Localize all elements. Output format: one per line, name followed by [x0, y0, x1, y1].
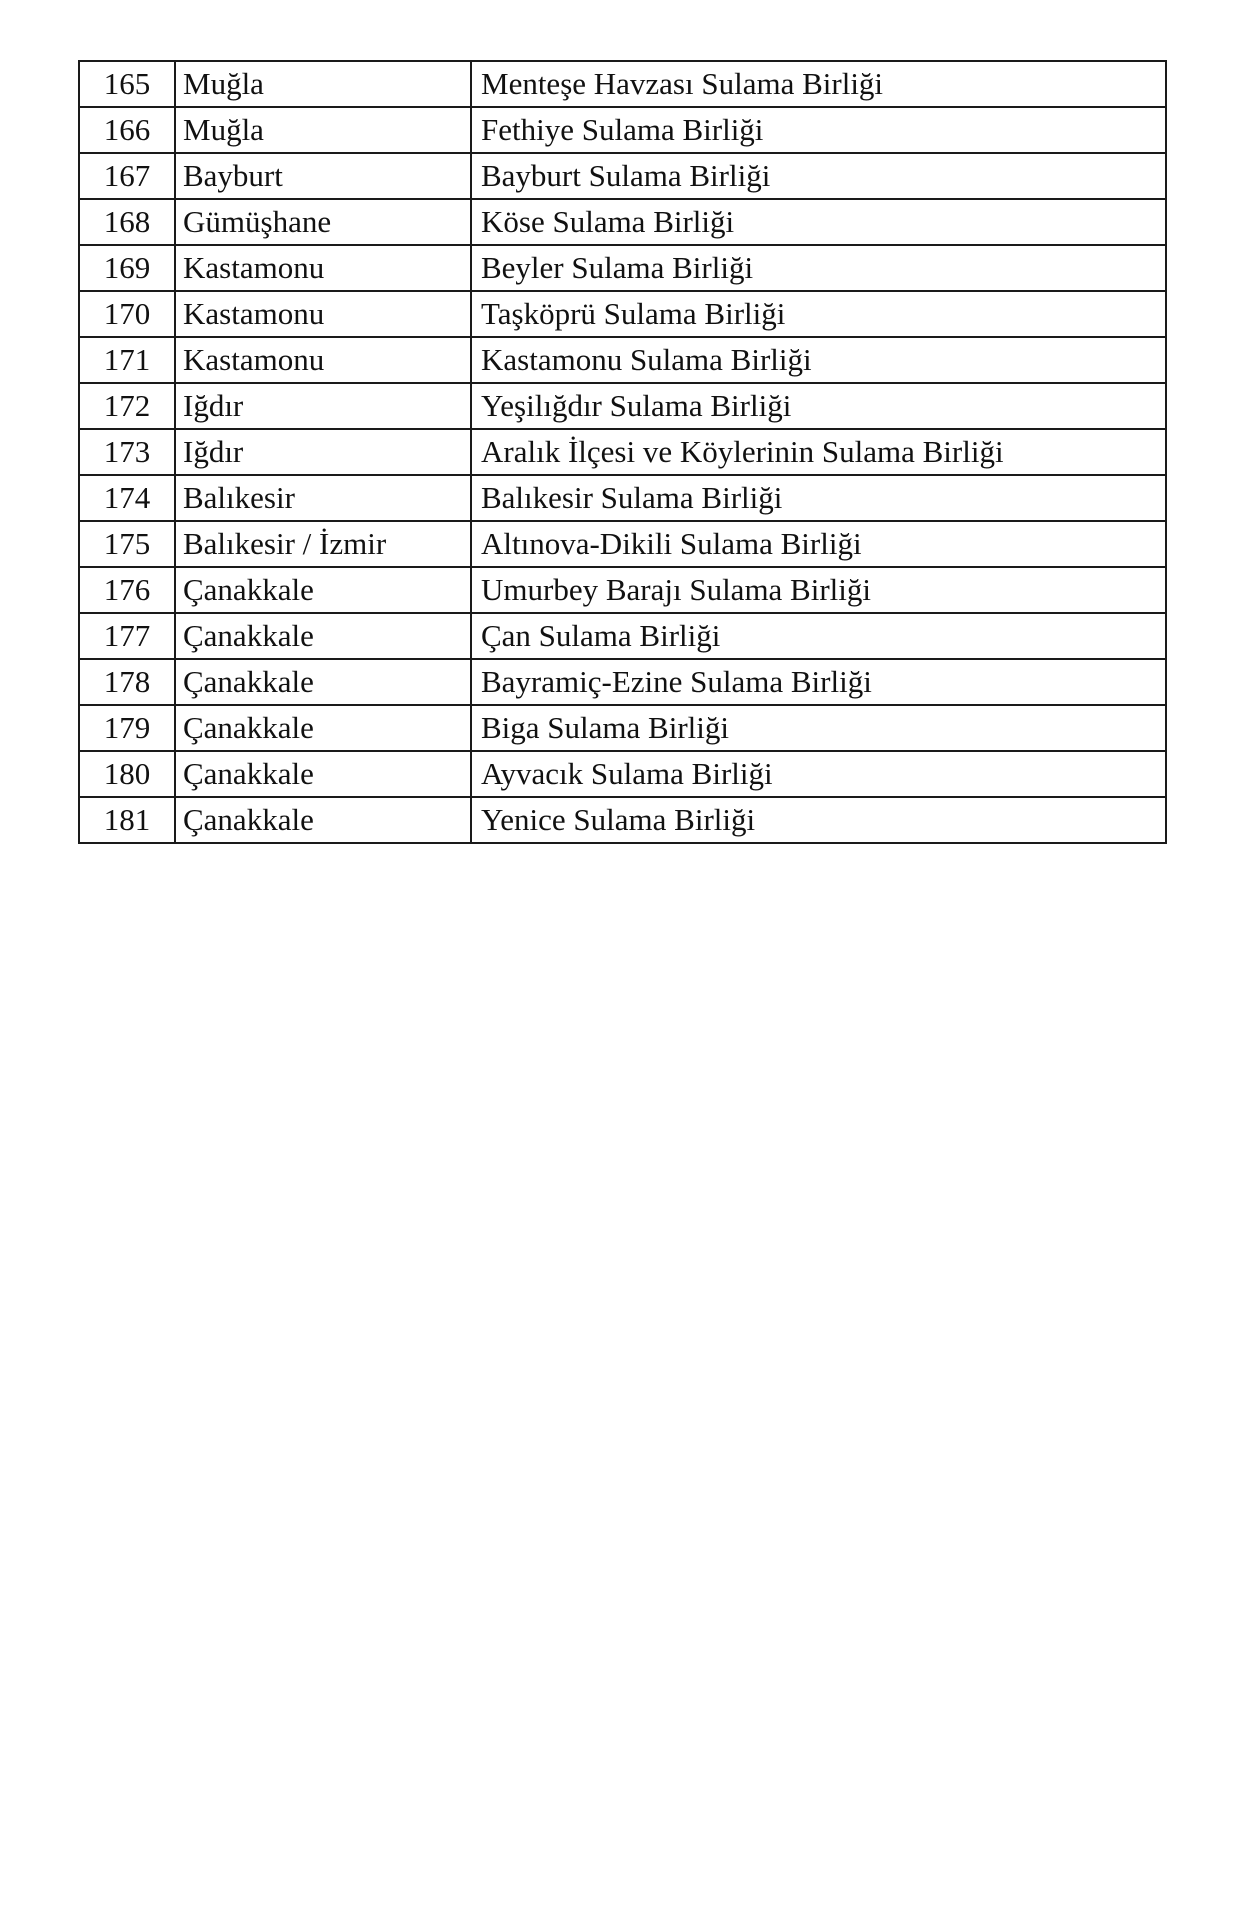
province-cell: Çanakkale: [175, 797, 471, 843]
table-body: [79, 61, 1166, 843]
province-cell: Çanakkale: [175, 567, 471, 613]
row-number-cell: 181: [79, 797, 175, 843]
row-number-cell: 168: [79, 199, 175, 245]
table-row: [79, 383, 1166, 429]
row-number-cell: 174: [79, 475, 175, 521]
province-cell: Iğdır: [175, 383, 471, 429]
province-cell: Iğdır: [175, 429, 471, 475]
row-number-cell: 178: [79, 659, 175, 705]
table-row: [79, 613, 1166, 659]
union-name-cell: Ayvacık Sulama Birliği: [471, 751, 1166, 797]
table-row: [79, 567, 1166, 613]
row-number-cell: 176: [79, 567, 175, 613]
row-number-cell: 165: [79, 61, 175, 107]
table-row: [79, 61, 1166, 107]
province-cell: Balıkesir / İzmir: [175, 521, 471, 567]
union-name-cell: Köse Sulama Birliği: [471, 199, 1166, 245]
union-name-cell: Altınova-Dikili Sulama Birliği: [471, 521, 1166, 567]
row-number-cell: 166: [79, 107, 175, 153]
province-cell: Gümüşhane: [175, 199, 471, 245]
table-row: [79, 107, 1166, 153]
province-cell: Kastamonu: [175, 245, 471, 291]
table-row: [79, 475, 1166, 521]
table-row: [79, 705, 1166, 751]
union-name-cell: Çan Sulama Birliği: [471, 613, 1166, 659]
province-cell: Bayburt: [175, 153, 471, 199]
union-name-cell: Balıkesir Sulama Birliği: [471, 475, 1166, 521]
row-number-cell: 169: [79, 245, 175, 291]
union-name-cell: Taşköprü Sulama Birliği: [471, 291, 1166, 337]
province-cell: Çanakkale: [175, 659, 471, 705]
province-cell: Balıkesir: [175, 475, 471, 521]
table-row: [79, 659, 1166, 705]
table-row: [79, 751, 1166, 797]
table-row: [79, 429, 1166, 475]
province-cell: Çanakkale: [175, 613, 471, 659]
province-cell: Muğla: [175, 61, 471, 107]
province-cell: Muğla: [175, 107, 471, 153]
union-name-cell: Yeşilığdır Sulama Birliği: [471, 383, 1166, 429]
table-row: [79, 291, 1166, 337]
table-row: [79, 153, 1166, 199]
row-number-cell: 173: [79, 429, 175, 475]
table-row: [79, 199, 1166, 245]
union-name-cell: Menteşe Havzası Sulama Birliği: [471, 61, 1166, 107]
table-row: [79, 337, 1166, 383]
union-name-cell: Biga Sulama Birliği: [471, 705, 1166, 751]
table-row: [79, 797, 1166, 843]
union-name-cell: Beyler Sulama Birliği: [471, 245, 1166, 291]
union-name-cell: Fethiye Sulama Birliği: [471, 107, 1166, 153]
row-number-cell: 170: [79, 291, 175, 337]
union-name-cell: Bayramiç-Ezine Sulama Birliği: [471, 659, 1166, 705]
row-number-cell: 180: [79, 751, 175, 797]
union-name-cell: Aralık İlçesi ve Köylerinin Sulama Birliği: [471, 429, 1166, 475]
province-cell: Kastamonu: [175, 291, 471, 337]
row-number-cell: 171: [79, 337, 175, 383]
irrigation-union-table: [78, 60, 1167, 844]
union-name-cell: Bayburt Sulama Birliği: [471, 153, 1166, 199]
table-row: [79, 245, 1166, 291]
union-name-cell: Umurbey Barajı Sulama Birliği: [471, 567, 1166, 613]
row-number-cell: 175: [79, 521, 175, 567]
union-name-cell: Kastamonu Sulama Birliği: [471, 337, 1166, 383]
union-name-cell: Yenice Sulama Birliği: [471, 797, 1166, 843]
province-cell: Çanakkale: [175, 751, 471, 797]
row-number-cell: 179: [79, 705, 175, 751]
row-number-cell: 167: [79, 153, 175, 199]
province-cell: Kastamonu: [175, 337, 471, 383]
row-number-cell: 172: [79, 383, 175, 429]
province-cell: Çanakkale: [175, 705, 471, 751]
table-row: [79, 521, 1166, 567]
row-number-cell: 177: [79, 613, 175, 659]
